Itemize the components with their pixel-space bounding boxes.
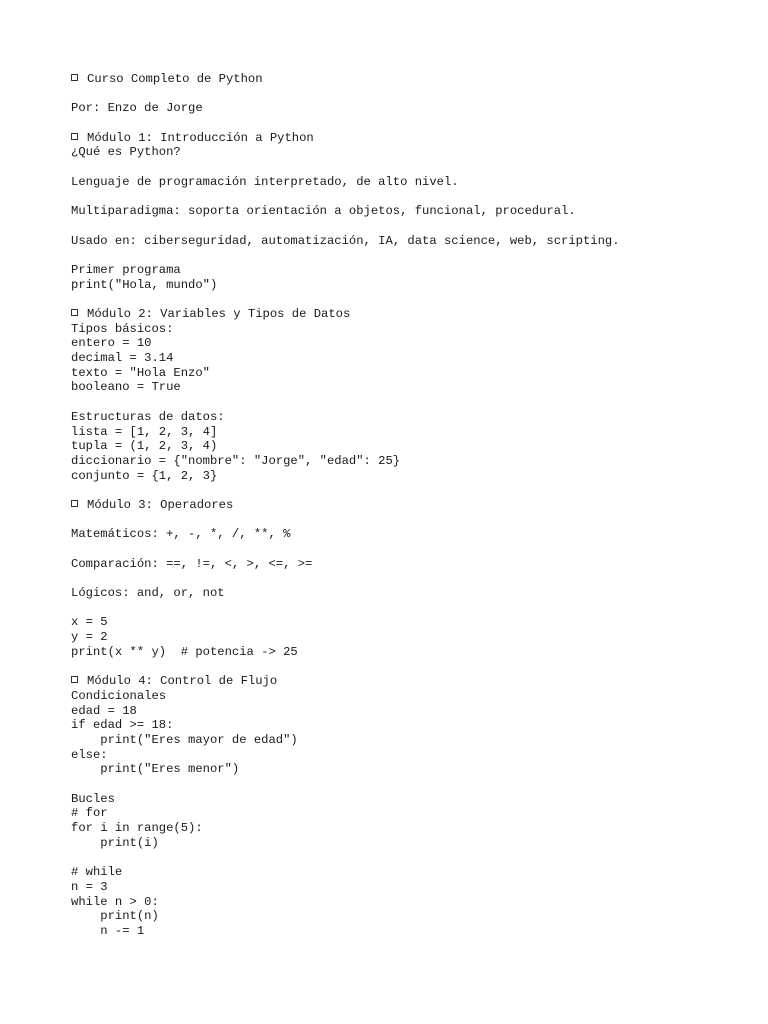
section-heading [71, 307, 751, 322]
text-line: print(i) [71, 835, 159, 850]
section-heading-text: Módulo 1: Introducción a Python [87, 130, 314, 145]
section-heading [71, 131, 751, 146]
section-heading [71, 498, 751, 513]
text-line: print("Eres menor") [71, 762, 240, 777]
text-line: Estructuras de datos: [71, 409, 225, 424]
text-line: edad = 18 [71, 703, 137, 718]
text-line: y = 2 [71, 630, 108, 645]
text-line: tupla = (1, 2, 3, 4) [71, 439, 218, 454]
section-heading [71, 72, 751, 87]
blank-line [71, 248, 751, 263]
blank-line [71, 571, 751, 586]
blank-line [71, 660, 751, 675]
text-line: while n > 0: [71, 894, 159, 909]
blank-line [71, 87, 751, 102]
text-line: Comparación: ==, !=, <, >, <=, >= [71, 556, 313, 571]
text-line: else: [71, 747, 108, 762]
text-line: print(x ** y) # potencia -> 25 [71, 644, 298, 659]
blank-line [71, 601, 751, 616]
blank-line [71, 116, 751, 131]
blank-line [71, 219, 751, 234]
blank-line [71, 850, 751, 865]
blank-line [71, 542, 751, 557]
section-heading-text: Módulo 4: Control de Flujo [87, 674, 278, 689]
text-line: diccionario = {"nombre": "Jorge", "edad": 25} [71, 453, 401, 468]
blank-line [71, 395, 751, 410]
blank-line [71, 513, 751, 528]
text-line: Primer programa [71, 262, 181, 277]
section-heading-text: Módulo 3: Operadores [87, 497, 234, 512]
section-heading-text: Módulo 2: Variables y Tipos de Datos [87, 307, 351, 321]
square-bullet-icon [71, 676, 78, 683]
text-line: decimal = 3.14 [71, 351, 174, 366]
section-heading [71, 674, 751, 689]
blank-line [71, 190, 751, 205]
text-line: lista = [1, 2, 3, 4] [71, 424, 218, 439]
text-line: Tipos básicos: [71, 321, 174, 336]
text-line: booleano = True [71, 380, 181, 395]
text-line: ¿Qué es Python? [71, 145, 181, 160]
text-line: Por: Enzo de Jorge [71, 101, 203, 116]
document-page [71, 72, 751, 939]
square-bullet-icon [71, 74, 78, 81]
text-line: n = 3 [71, 879, 108, 894]
text-line: Usado en: ciberseguridad, automatización, IA, data science, web, scripting. [71, 233, 620, 248]
section-heading-text: Curso Completo de Python [87, 72, 263, 86]
text-line: Lógicos: and, or, not [71, 586, 225, 601]
text-line: Bucles [71, 791, 115, 806]
text-line: entero = 10 [71, 336, 152, 351]
square-bullet-icon [71, 500, 78, 507]
text-line: print("Hola, mundo") [71, 277, 218, 292]
blank-line [71, 160, 751, 175]
text-line: x = 5 [71, 615, 108, 630]
text-line: print("Eres mayor de edad") [71, 732, 298, 747]
blank-line [71, 483, 751, 498]
blank-line [71, 292, 751, 307]
text-line: # while [71, 865, 123, 880]
text-line: for i in range(5): [71, 821, 203, 836]
text-line: Condicionales [71, 688, 167, 703]
text-line: # for [71, 806, 108, 821]
text-line: if edad >= 18: [71, 718, 174, 733]
text-line: Multiparadigma: soporta orientación a objetos, funcional, procedural. [71, 204, 576, 219]
blank-line [71, 777, 751, 792]
square-bullet-icon [71, 133, 78, 140]
text-line: conjunto = {1, 2, 3} [71, 468, 218, 483]
text-line: Matemáticos: +, -, *, /, **, % [71, 527, 291, 542]
text-line: Lenguaje de programación interpretado, de alto nivel. [71, 174, 459, 189]
square-bullet-icon [71, 309, 78, 316]
text-line: texto = "Hola Enzo" [71, 365, 210, 380]
text-line: print(n) [71, 909, 159, 924]
text-line: n -= 1 [71, 923, 145, 938]
